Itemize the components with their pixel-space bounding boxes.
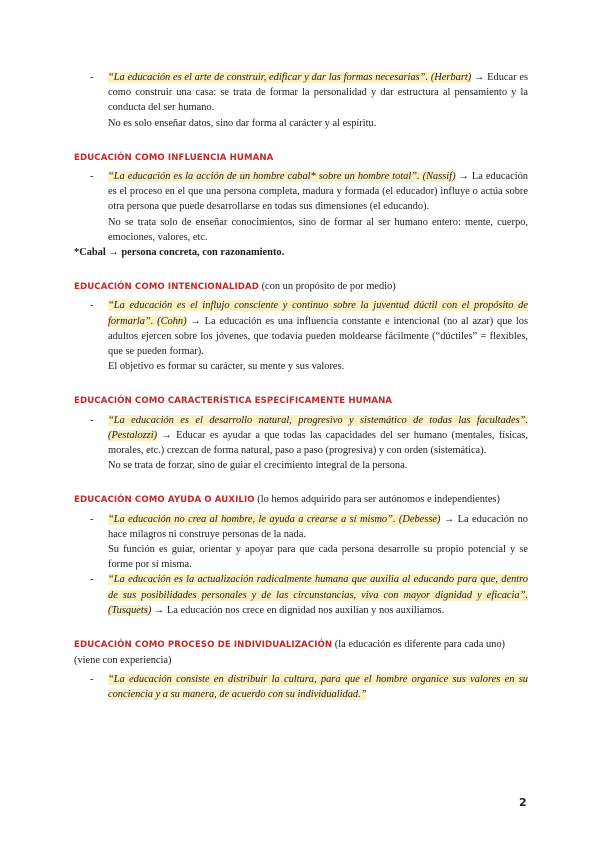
paragraph-cohn-extra: El objetivo es formar su carácter, su mente y sus valores. [108,361,345,373]
bullet-dash: - [90,171,94,183]
list-item-pestalozzi [74,413,528,459]
paragraph-pestalozzi-extra: No se trata de forzar, sino de guiar el crecimiento integral de la persona. [108,460,408,472]
heading-title: EDUCACIÓN COMO INTENCIONALIDAD [74,282,259,293]
heading-title: EDUCACIÓN COMO CARACTERÍSTICA ESPECÍFICAMENTE HUMANA [74,396,393,407]
explanation-nassif: → La educación es el proceso en el que una persona completa, madura y formada (el educador) influye o actúa sobre otra persona que puede desarrollarse en todas sus dimensiones (el educando). [108,171,528,213]
list-item-debesse [74,512,528,542]
quote-nassif: “La educación es la acción de un hombre cabal* sobre un hombre total”. (Nassif) [108,171,456,183]
footnote-cabal: *Cabal → persona concreta, con razonamiento. [74,247,285,259]
list-item-cohn [74,298,528,359]
heading-note: (con un propósito de por medio) [258,281,396,293]
quote-herbart: “La educación es el arte de construir, edificar y dar las formas necesarias”. (Herbart) [108,72,472,83]
section-heading-influencia [74,150,528,166]
explanation-herbart: → Educar es como construir una casa: se trata de formar la personalidad y dar estructura al pensamiento y la conducta del ser humano. [108,72,528,114]
paragraph-debesse-extra: Su función es guiar, orientar y apoyar para que cada persona desarrolle su propio potencial y se forme por sí misma. [108,544,528,571]
list-item-tusquets [74,572,528,618]
heading-note: (lo hemos adquirido para ser autónomos e independientes) [254,494,500,506]
list-item-individualizacion [74,672,528,702]
quote-pestalozzi: “La educación es el desarrollo natural, progresivo y sistemático de todas las facultades”. (Pestalozzi) [108,414,528,441]
section-heading-individualizacion [74,637,528,668]
heading-title: EDUCACIÓN COMO PROCESO DE INDIVIDUALIZACIÓN [74,640,333,651]
list-item-herbart [74,70,528,116]
document-content [74,70,528,702]
bullet-dash: - [90,300,94,312]
heading-title: EDUCACIÓN COMO INFLUENCIA HUMANA [74,152,274,163]
list-item-nassif [74,169,528,215]
explanation-pestalozzi: → Educar es ayudar a que todas las capacidades del ser humano (mentales, físicas, morales, etc.) crezcan de forma natural, paso a paso (progresiva) y con orden (sistemática). [108,429,528,457]
explanation-debesse: → La educación no hace milagros ni construye personas de la nada. [108,513,528,540]
bullet-dash: - [90,673,94,685]
quote-cohn: “La educación es el influjo consciente y continuo sobre la juventud dúctil con el propósito de formarla”. (Cohn) [108,300,528,327]
heading-title: EDUCACIÓN COMO AYUDA O AUXILIO [74,495,255,506]
paragraph-nassif-extra: No se trata solo de enseñar conocimientos, sino de formar al ser humano entero: mente, cuerpo, emociones, valores, etc. [108,216,528,243]
explanation-cohn: → La educación es una influencia constante e intencional (no al azar) que los adultos ejercen sobre los jóvenes, que todavía pueden moldearse fácilmente (“dúctiles” = flexibles, que se pueden formar). [108,315,528,358]
bullet-dash: - [90,414,94,426]
bullet-dash: - [90,574,94,586]
section-heading-especifica [74,393,528,409]
paragraph-herbart-extra: No es solo enseñar datos, sino dar forma al carácter y al espíritu. [108,117,377,129]
quote-tusquets: “La educación es la actualización radicalmente humana que auxilia al educando para que, dentro de sus posibilidades personales y de las circunstancias, viva con mayor dignidad y eficacia”. (Tusquets) [108,574,528,616]
section-heading-intencionalidad [74,279,528,295]
bullet-dash: - [90,513,94,525]
quote-debesse: “La educación no crea al hombre, le ayuda a crearse a sí mismo”. (Debesse) [108,513,441,525]
explanation-tusquets: → La educación nos crece en dignidad nos auxilian y nos auxiliamos. [151,604,445,616]
page-number: 2 [519,796,527,809]
quote-individualizacion: “La educación consiste en distribuir la cultura, para que el hombre organice sus valores en su conciencia y a su manera, de acuerdo con su individualidad.” [108,673,528,700]
bullet-dash: - [90,72,94,83]
section-heading-ayuda [74,492,528,508]
heading-note: (la educación es diferente para cada uno) (viene con experiencia) [74,639,505,667]
